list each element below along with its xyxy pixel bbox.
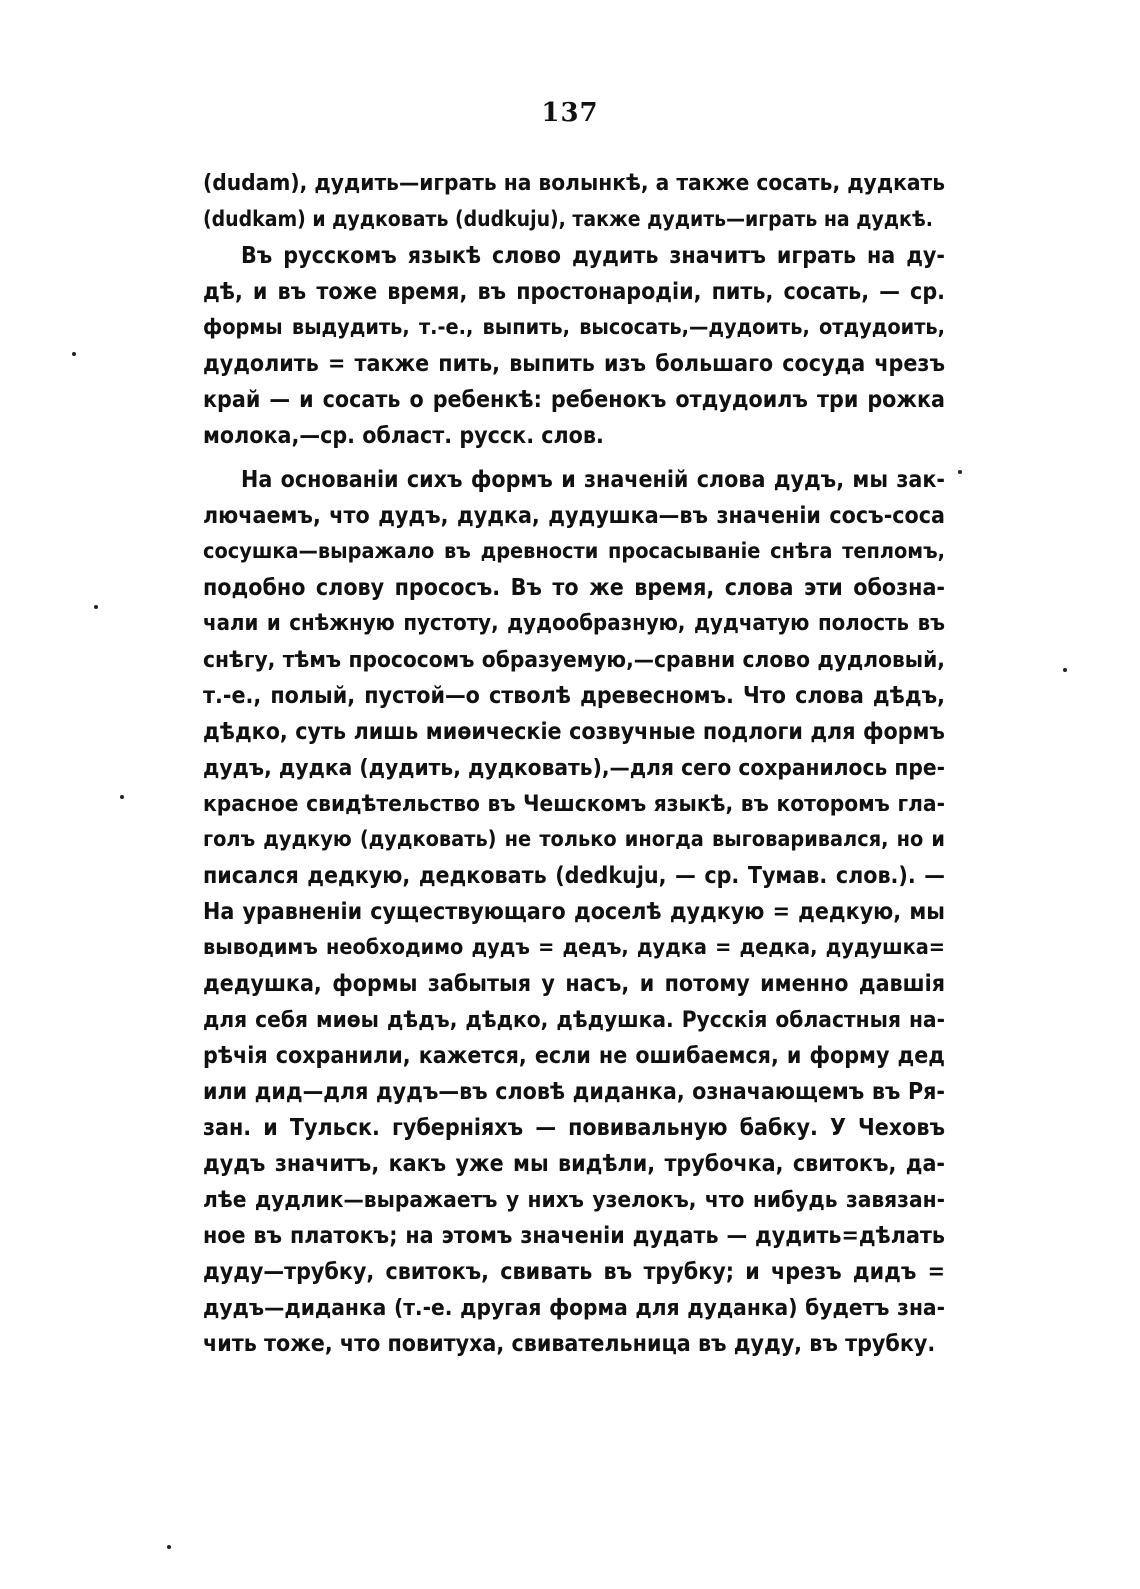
text-line: (dudam), дудить—играть на волынкѣ, а также сосать, дудкать	[203, 170, 945, 196]
text-line: дѣ, и въ тоже время, въ простонародіи, пить, сосать, — ср.	[203, 279, 945, 305]
text-line: лѣе дудлик—выражаетъ у нихъ узелокъ, что нибудь завязан-	[203, 1187, 945, 1213]
text-line: На основаніи сихъ формъ и значеній слова дудъ, мы зак-	[241, 467, 945, 493]
page-number: 137	[541, 98, 599, 128]
text-line: лючаемъ, что дудъ, дудка, дудушка—въ значеніи сосъ-соса	[203, 503, 945, 529]
scan-speck	[94, 605, 98, 609]
paragraph-1	[203, 165, 945, 237]
text-line: формы выдудить, т.-е., выпить, высосать,—дудоить, отдудоить,	[203, 315, 945, 340]
paragraph-2	[203, 238, 945, 454]
text-line: рѣчія сохранили, кажется, если не ошибаемся, и форму дед	[203, 1043, 945, 1069]
text-line: чить тоже, что повитуха, свивательница въ дуду, въ трубку.	[203, 1331, 936, 1357]
scan-speck	[167, 1545, 171, 1549]
text-line: ное въ платокъ; на этомъ значеніи дудать — дудить=дѣлать	[203, 1223, 945, 1249]
text-line: чали и снѣжную пустоту, дудообразную, дудчатую полость въ	[203, 611, 945, 636]
text-line: На уравненіи существующаго доселѣ дудкую = дедкую, мы	[203, 899, 945, 925]
text-line: голъ дудкую (дудковать) не только иногда выговаривался, но и	[203, 827, 945, 852]
text-line: дудолить = также пить, выпить изъ большаго сосуда чрезъ	[203, 351, 945, 377]
text-line: зан. и Тульск. губерніяхъ — повивальную бабку. У Чеховъ	[203, 1115, 945, 1141]
text-line: красное свидѣтельство въ Чешскомъ языкѣ, въ которомъ гла-	[203, 791, 945, 817]
text-line: дедушка, формы забытыя у насъ, и потому именно давшія	[203, 971, 945, 997]
scan-speck	[958, 470, 962, 474]
text-line: край — и сосать о ребенкѣ: ребенокъ отдудоилъ три рожка	[203, 387, 945, 413]
text-line: т.-е., полый, пустой—о стволѣ древесномъ. Что слова дѣдъ,	[203, 683, 945, 709]
text-line: сосушка—выражало въ древности просасываніе снѣга тепломъ,	[203, 539, 945, 564]
scan-speck	[72, 352, 76, 356]
text-line: Въ русскомъ языкѣ слово дудить значитъ играть на ду-	[241, 243, 945, 269]
text-line: или дид—для дудъ—въ словѣ диданка, означающемъ въ Ря-	[203, 1079, 945, 1105]
text-line: дѣдко, суть лишь миѳическіе созвучные подлоги для формъ	[203, 719, 945, 745]
text-line: подобно слову прососъ. Въ то же время, слова эти обозна-	[203, 575, 945, 601]
text-line: молока,—ср. област. русск. слов.	[203, 423, 604, 449]
text-line: дудъ, дудка (дудить, дудковать),—для сего сохранилось пре-	[203, 755, 945, 781]
text-line: выводимъ необходимо дудъ = дедъ, дудка = дедка, дудушка=	[203, 935, 945, 960]
text-line: снѣгу, тѣмъ прососомъ образуемую,—сравни слово дудловый,	[203, 647, 945, 673]
text-line: для себя миѳы дѣдъ, дѣдко, дѣдушка. Русскія областныя на-	[203, 1007, 945, 1033]
scan-speck	[120, 795, 124, 799]
scan-speck	[1063, 668, 1067, 672]
text-line: дудъ—диданка (т.-е. другая форма для дуданка) будетъ зна-	[203, 1295, 945, 1321]
text-line: дудъ значитъ, какъ уже мы видѣли, трубочка, свитокъ, да-	[203, 1151, 945, 1177]
text-line: (dudkam) и дудковать (dudkuju), также дудить—играть на дудкѣ.	[203, 207, 933, 231]
paragraph-3	[203, 462, 945, 1362]
text-line: писался дедкую, дедковать (dedkuju, — ср. Тумав. слов.). —	[203, 863, 945, 889]
text-line: дуду—трубку, свитокъ, свивать въ трубку; и чрезъ дидъ =	[203, 1259, 945, 1285]
